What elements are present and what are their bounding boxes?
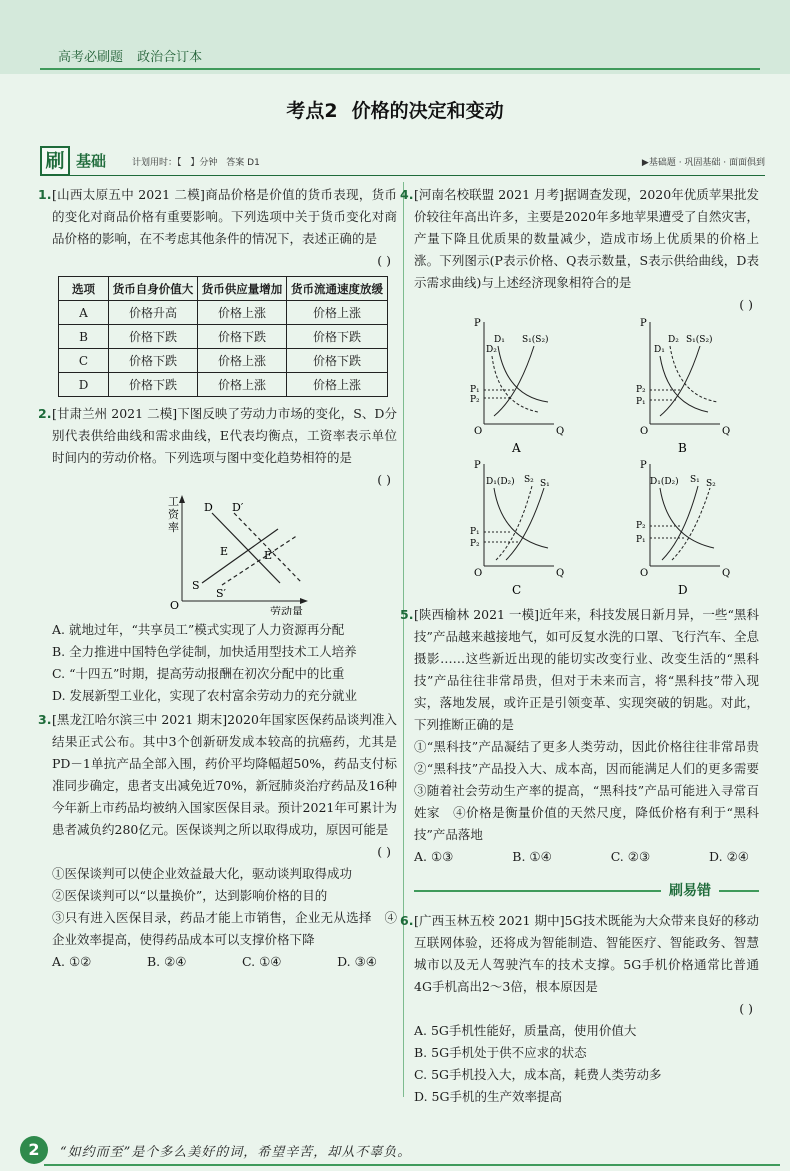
supply-curve-1 [506, 488, 544, 560]
q5-items: ①“黑科技”产品凝结了更多人类劳动，因此价格往往非常昂贵 ②“黑科技”产品投入大、成本高，因而能满足人们的更多需要 ③随着社会劳动生产率的提高，“黑科技”产品可能进入寻常百姓家 ④价格是衡量价值的天然尺度，降低价格有利于“黑科技”产品落地 [414, 739, 772, 842]
table-cell: 价格下跌 [109, 325, 198, 349]
q-label: Q [556, 568, 565, 579]
question-2 [38, 403, 398, 491]
question-6 [400, 910, 759, 1020]
o-label: O [474, 426, 483, 437]
label: S₁ [540, 479, 550, 489]
plan-unit: 】分钟 [190, 158, 218, 168]
left-column [38, 184, 398, 973]
y-label-1: 工 [168, 495, 179, 508]
topic-tag: 考点2 [286, 100, 338, 122]
answer-choice: B. ①④ [512, 849, 552, 864]
table-cell: 价格上涨 [287, 373, 388, 397]
demand-curve-2 [492, 356, 538, 412]
answer-bracket: ( ) [377, 253, 391, 268]
edition-name: 政治合订本 [137, 50, 203, 65]
question-number: 5. [400, 607, 414, 622]
question-source: [陕西榆林 2021 一模] [414, 607, 540, 622]
p-label: P [474, 460, 481, 471]
graph-letter: C [512, 583, 522, 596]
section-logo: 刷 [40, 146, 70, 176]
answer-bracket: ( ) [739, 297, 753, 312]
label: P₁ [636, 535, 646, 545]
answer-bracket: ( ) [377, 472, 391, 487]
label: P₁ [636, 397, 646, 407]
p-label: P [640, 460, 647, 471]
table-cell: 价格下跌 [109, 373, 198, 397]
supply-curve [660, 346, 700, 416]
q3-answers [52, 951, 397, 973]
demand-curve-2 [670, 346, 718, 402]
label: S₂ [524, 475, 534, 485]
table-cell: D [59, 373, 109, 397]
label: S₂ [706, 479, 716, 489]
point-label-e-prime: E′ [264, 549, 275, 562]
label: P₂ [636, 385, 646, 395]
q1-table [58, 276, 388, 397]
graph-letter: D [678, 583, 688, 596]
q-label: Q [722, 426, 731, 437]
q2-option-d: D. 发展新型工业化，实现了农村富余劳动力的充分就业 [52, 688, 358, 703]
table-cell: C [59, 349, 109, 373]
origin-label: O [170, 599, 180, 612]
table-cell: A [59, 301, 109, 325]
table-cell: B [59, 325, 109, 349]
section-header [40, 146, 765, 176]
question-source: [甘肃兰州 2021 二模] [52, 406, 178, 421]
question-source: [河南名校联盟 2021 月考] [414, 187, 565, 202]
label: S₁(S₂) [686, 335, 713, 345]
graph-a [470, 318, 564, 455]
answer-choice: A. ①② [52, 954, 92, 969]
question-number: 4. [400, 187, 414, 202]
answer-bracket: ( ) [739, 1001, 753, 1016]
question-source: [山西太原五中 2021 二模] [52, 187, 205, 202]
table-row [59, 301, 388, 325]
q6-option-d: D. 5G手机的生产效率提高 [414, 1089, 562, 1104]
supply-curve-2 [496, 486, 532, 560]
table-cell: 价格上涨 [198, 373, 287, 397]
footer-rule [44, 1164, 780, 1166]
table-header: 货币自身价值大 [109, 277, 198, 301]
q6-option-c: C. 5G手机投入大，成本高，耗费人类劳动多 [414, 1067, 662, 1082]
label: S₁(S₂) [522, 335, 549, 345]
question-stem: 近年来，科技发展日新月异，一些“黑科技”产品越来越接地气，如可反复水洗的口罩、飞行汽车、全息摄影……这些新近出现的能切实改变行业、改变生活的“黑科技”产品往往非常昂贵，但对于未来而言，将“黑科技”带入现实，落地发展，或许正是引领变革、实现突破的钥匙。对此，下列推断正确的是 [414, 607, 759, 732]
section-meta [132, 155, 266, 168]
question-source: [广西玉林五校 2021 期中] [414, 913, 565, 928]
table-header-row [59, 277, 388, 301]
q2-option-b: B. 全力推进中国特色学徒制，加快适用型技术工人培养 [52, 644, 357, 659]
question-4 [400, 184, 759, 316]
question-number: 6. [400, 913, 414, 928]
question-stem: 2020年国家医保药品谈判准入结果正式公布。其中3个创新研发成本较高的抗癌药，尤其是PD－1单抗产品全部入围，药价平均降幅超50%，药品支付标准同步确定，患者支出减免近70%，新冠肺炎治疗药品及16种今年新上市药品均被纳入国家医保目录。预计2021年可累计为患者减负约280亿元。医保谈判之所以取得成功，原因可能是 [52, 712, 398, 837]
page-number: 2 [20, 1136, 48, 1164]
right-column [400, 184, 772, 868]
supply-curve-1 [662, 486, 698, 560]
answer-choice: D. ②④ [709, 849, 749, 864]
topic-text: 价格的决定和变动 [351, 100, 504, 122]
right-column-lower [400, 910, 759, 1108]
supply-demand-graphs [414, 316, 759, 596]
q3-item-3: ③只有进入医保目录，药品才能上市销售，企业无从选择 ④企业效率提高，使得药品成本可以支撑价格下降 [52, 910, 397, 947]
y-arrow [179, 495, 185, 503]
answer-choice: C. ②③ [610, 849, 651, 864]
label: D₁(D₂) [486, 477, 515, 487]
graph-letter: A [512, 441, 521, 455]
table-cell: 价格上涨 [198, 349, 287, 373]
question-source: [黑龙江哈尔滨三中 2021 期末] [52, 712, 228, 727]
q3-item-1: ①医保谈判可以使企业效益最大化，驱动谈判取得成功 [52, 866, 353, 881]
label: D₂ [668, 335, 679, 345]
label: D₁ [494, 335, 505, 345]
curve-label-s-prime: S′ [216, 587, 227, 600]
q-label: Q [556, 426, 565, 437]
table-cell: 价格下跌 [287, 349, 388, 373]
table-header: 货币供应量增加 [198, 277, 287, 301]
q2-option-a: A. 就地过年，“共享员工”模式实现了人力资源再分配 [52, 622, 345, 637]
x-arrow [300, 598, 308, 604]
o-label: O [640, 426, 649, 437]
o-label: O [640, 568, 649, 579]
q6-option-b: B. 5G手机处于供不应求的状态 [414, 1045, 587, 1060]
section-note: ▶基础题 · 巩固基础 · 面面俱到 [641, 158, 765, 168]
table-header: 货币流通速度放缓 [287, 277, 388, 301]
band-title: 刷易错 [661, 880, 719, 900]
answer-choice: B. ②④ [146, 954, 187, 969]
plan-label: 计划用时：【 [132, 158, 182, 168]
y-label-3: 率 [168, 521, 179, 534]
label: D₂ [486, 345, 497, 355]
question-number: 1. [38, 187, 52, 202]
graph-d [636, 460, 730, 596]
question-stem: 商品价格是价值的货币表现，货币的变化对商品价格有重要影响。下列选项中关于货币变化对商品价格的影响，在不考虑其他条件的情况下，表述正确的是 [52, 187, 397, 246]
column-divider [403, 182, 404, 1097]
p-label: P [640, 318, 647, 329]
label: P₁ [470, 527, 480, 537]
label: P₁ [470, 385, 480, 395]
q2-option-c: C. “十四五”时期，提高劳动报酬在初次分配中的比重 [52, 666, 345, 681]
table-row [59, 373, 388, 397]
y-label-2: 资 [168, 508, 179, 521]
q6-option-a: A. 5G手机性能好，质量高，使用价值大 [414, 1023, 637, 1038]
label: P₂ [470, 539, 480, 549]
p-label: P [474, 318, 481, 329]
footer-motto: “如约而至”是个多么美好的词，希望辛苦，却从不辜负。 [60, 1145, 412, 1160]
top-rule [40, 68, 760, 70]
answer-bracket: ( ) [377, 844, 391, 859]
graph-letter: B [678, 441, 687, 455]
question-stem: 5G技术既能为大众带来良好的移动互联网体验，还将成为智能制造、智能医疗、智能政务、智慧城市以及无人驾驶汽车的技术支撑。5G手机价格通常比普通4G手机高出2～3倍，根本原因是 [414, 913, 759, 994]
table-row [59, 349, 388, 373]
curve-label-d: D [204, 501, 213, 514]
table-header: 选项 [59, 277, 109, 301]
easy-mistake-band [414, 880, 759, 902]
point-label-e: E [220, 545, 229, 558]
q3-item-2: ②医保谈判可以“以量换价”，达到影响价格的目的 [52, 888, 328, 903]
table-cell: 价格升高 [109, 301, 198, 325]
label: P₂ [636, 521, 646, 531]
table-cell: 价格上涨 [198, 301, 287, 325]
demand-curve-shifted [234, 513, 302, 583]
answer-label: 答案 D1 [226, 158, 260, 168]
page-title [0, 96, 790, 123]
q5-answers [414, 846, 759, 868]
table-cell: 价格上涨 [287, 301, 388, 325]
question-5 [400, 604, 759, 736]
section-rule [40, 175, 765, 176]
curve-label-s: S [192, 579, 200, 592]
graph-c [470, 460, 564, 596]
table-row [59, 325, 388, 349]
answer-choice: D. ③④ [337, 954, 377, 969]
label: S₁ [690, 475, 700, 485]
table-cell: 价格下跌 [109, 349, 198, 373]
table-cell: 价格下跌 [198, 325, 287, 349]
answer-choice: A. ①③ [414, 849, 454, 864]
labor-market-diagram [52, 491, 397, 615]
o-label: O [474, 568, 483, 579]
graph-b [636, 318, 730, 455]
question-1 [38, 184, 397, 272]
label: D₁(D₂) [650, 477, 679, 487]
supply-curve-2 [672, 488, 710, 560]
section-name: 基础 [76, 152, 107, 170]
running-head [58, 46, 212, 65]
demand-curve [494, 488, 548, 548]
label: P₂ [470, 395, 480, 405]
question-3 [38, 709, 398, 863]
book-name: 高考必刷题 [58, 50, 124, 65]
question-number: 3. [38, 712, 52, 727]
q-label: Q [722, 568, 731, 579]
question-stem: 据调查发现，2020年优质苹果批发价较往年高出许多，主要是2020年多地苹果遭受了自然灾害，产量下降且优质果的数量减少，造成市场上优质果的价格上涨。下列图示(P表示价格、Q表示数量，S表示供给曲线，D表示需求曲线)与上述经济现象相符合的是 [414, 187, 759, 290]
curve-label-d-prime: D′ [232, 501, 244, 514]
answer-choice: C. ①④ [242, 954, 282, 969]
question-stem: 下图反映了劳动力市场的变化，S、D分别代表供给曲线和需求曲线，E代表均衡点，工资率表示单位时间内的劳动价格。下列选项与图中变化趋势相符的是 [52, 406, 398, 465]
table-cell: 价格下跌 [287, 325, 388, 349]
question-number: 2. [38, 406, 52, 421]
label: D₁ [654, 345, 665, 355]
x-label: 劳动量 [270, 605, 303, 615]
